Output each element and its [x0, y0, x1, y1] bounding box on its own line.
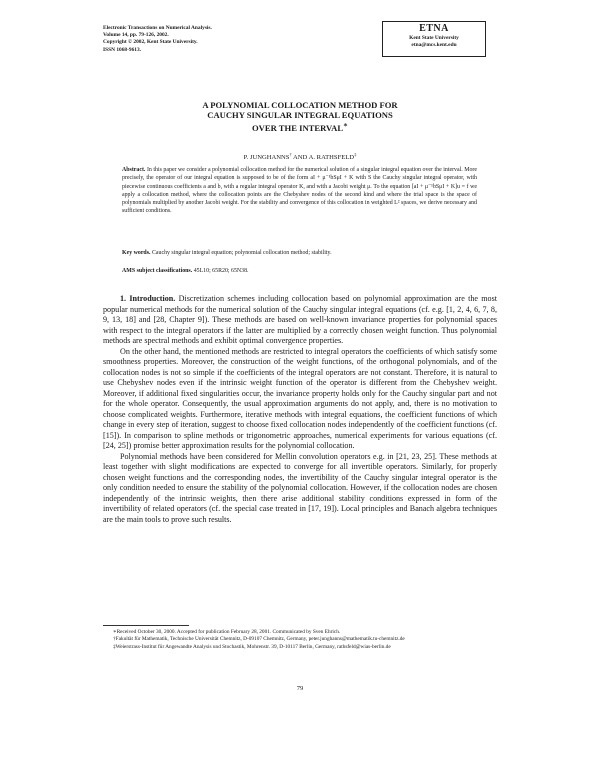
abstract-label: Abstract. — [122, 167, 146, 173]
author-1-mark: † — [289, 152, 292, 157]
section-heading: 1. Introduction. — [120, 294, 176, 303]
abstract-text: In this paper we consider a polynomial collocation method for the numerical solution of a singular integral equation over the interval. More precisely, the operator of our integral equation is supposed to be of the form aI + μ⁻¹bSμI + K with S the Cauchy singular integral operator, with piecewise continuous coefficients a and b, with a regular integral operator K, and with a Jacobi weight μ. To the equation [aI + μ⁻¹bSμI + K]u = f we apply a collocation method, where the collocation points are the Chebyshev nodes of the second kind and where the trial space is the space of polynomials multiplied by another Jacobi weight. For the stability and convergence of this collocation in weighted L² spaces, we derive necessary and sufficient conditions. — [122, 167, 478, 215]
etna-affiliation: Kent State University — [409, 35, 459, 41]
paragraph-3: Polynomial methods have been considered for Mellin convolution operators e.g. in [21, 23, 25]. These methods at least together with slight modifications are expected to converge for all invertible operators. Similarly, for properly chosen weight functions and the corresponding nodes, the invertibility of the Cauchy singular integral operator is the only condition needed to ensure the stability of the polynomial collocation. However, if the collocation nodes are chosen independently of the intrinsic weights, then there arise additional stability conditions expressed in form of the invertibility of related operators (cf. the special case treated in [17, 19]). Local principles and Banach algebra techniques are the main tools to prove such results. — [103, 451, 497, 524]
authors-and: AND — [293, 154, 308, 162]
paragraph-1: 1. Introduction. Discretization schemes including collocation based on polynomial approximation are the most popular numerical methods for the numerical solution of the Cauchy singular integral equations (cf. e.g. [1, 2, 4, 6, 7, 8, 9, 13, 18] and [28, Chapter 9]). These methods are based on well-known invariance properties for polynomial spaces with respect to the integral operators if the latter are multiplied by a correctly chosen weight function. Thus polynomial methods are spectral methods and exhibit optimal convergence properties. — [103, 294, 498, 345]
footnote-rule — [103, 625, 189, 626]
page-number: 79 — [296, 685, 304, 692]
ams-label: AMS subject classifications. — [122, 268, 193, 274]
ams-classifications — [122, 267, 477, 275]
keywords-text: Cauchy singular integral equation; polynomial collocation method; stability. — [151, 250, 332, 256]
journal-header — [103, 25, 212, 54]
journal-volume: Volume 14, pp. 79-126, 2002. — [103, 32, 169, 39]
author-2: A. RATHSFELD — [308, 154, 355, 162]
paper-title — [100, 100, 500, 133]
title-line-2: CAUCHY SINGULAR INTEGRAL EQUATIONS — [207, 110, 393, 121]
author-2-mark: ‡ — [354, 152, 357, 157]
keywords — [122, 249, 477, 257]
introduction-section — [103, 294, 497, 525]
footnotes — [103, 629, 497, 651]
footnote-affiliation-2: ‡Weierstrass-Institut für Angewandte Analysis und Stochastik, Mohrenstr. 39, D-10117 Berlin, Germany, rathsfeld@wias-berlin.de — [113, 643, 391, 650]
journal-name: Electronic Transactions on Numerical Analysis. — [103, 25, 212, 31]
footnote-affiliation-1: †Fakultät für Mathematik, Technische Universität Chemnitz, D-09107 Chemnitz, Germany, peter.junghanns@mathematik.tu-chemnitz.de — [113, 636, 405, 643]
journal-issn: ISSN 1068-9613. — [103, 46, 142, 53]
journal-copyright: Copyright © 2002, Kent State University. — [103, 39, 198, 46]
title-line-3: OVER THE INTERVAL∗ — [251, 121, 349, 134]
author-1: P. JUNGHANNS — [243, 154, 290, 162]
etna-title: ETNA — [419, 23, 449, 34]
etna-box — [382, 21, 486, 57]
footnote-received: ∗Received October 30, 2000. Accepted for publication February 28, 2001. Communicated by Sven Ehrich. — [113, 629, 341, 635]
etna-email: etna@mcs.kent.edu — [411, 41, 457, 48]
title-line-1: A POLYNOMIAL COLLOCATION METHOD FOR — [202, 100, 398, 110]
title-footnote-mark: ∗ — [343, 121, 349, 130]
ams-text: 45L10; 65R20; 65N38. — [193, 268, 249, 274]
keywords-label: Key words. — [122, 250, 151, 256]
abstract — [122, 166, 477, 216]
paragraph-2: On the other hand, the mentioned methods are restricted to integral operators the coefficients of which satisfy some smoothness properties. Moreover, the construction of the weight functions, of the orthogonal polynomials, and of the collocation nodes is not so simple if the coefficients of the integral operators are not constant. Therefore, it is natural to use Chebyshev nodes even if the intrinsic weight function of the operator is different from the Chebyshev weight. Moreover, if additional fixed singularities occur, the invariance property holds only for the Cauchy singular part and not for the whole operator. Consequently, the usual approximation arguments do not apply, and, there is no motivation to choose complicated weights. Furthermore, iterative methods with integral equations, the coefficient functions of which change in every step of iteration, suggest to choose fixed collocation nodes independently of the coefficient functions (cf. [15]). In comparison to spline methods or trigonometric approaches, numerical experiments for various equations (cf. [24, 25]) promise better approximation results for the polynomial collocation. — [103, 346, 497, 450]
authors — [100, 151, 500, 162]
